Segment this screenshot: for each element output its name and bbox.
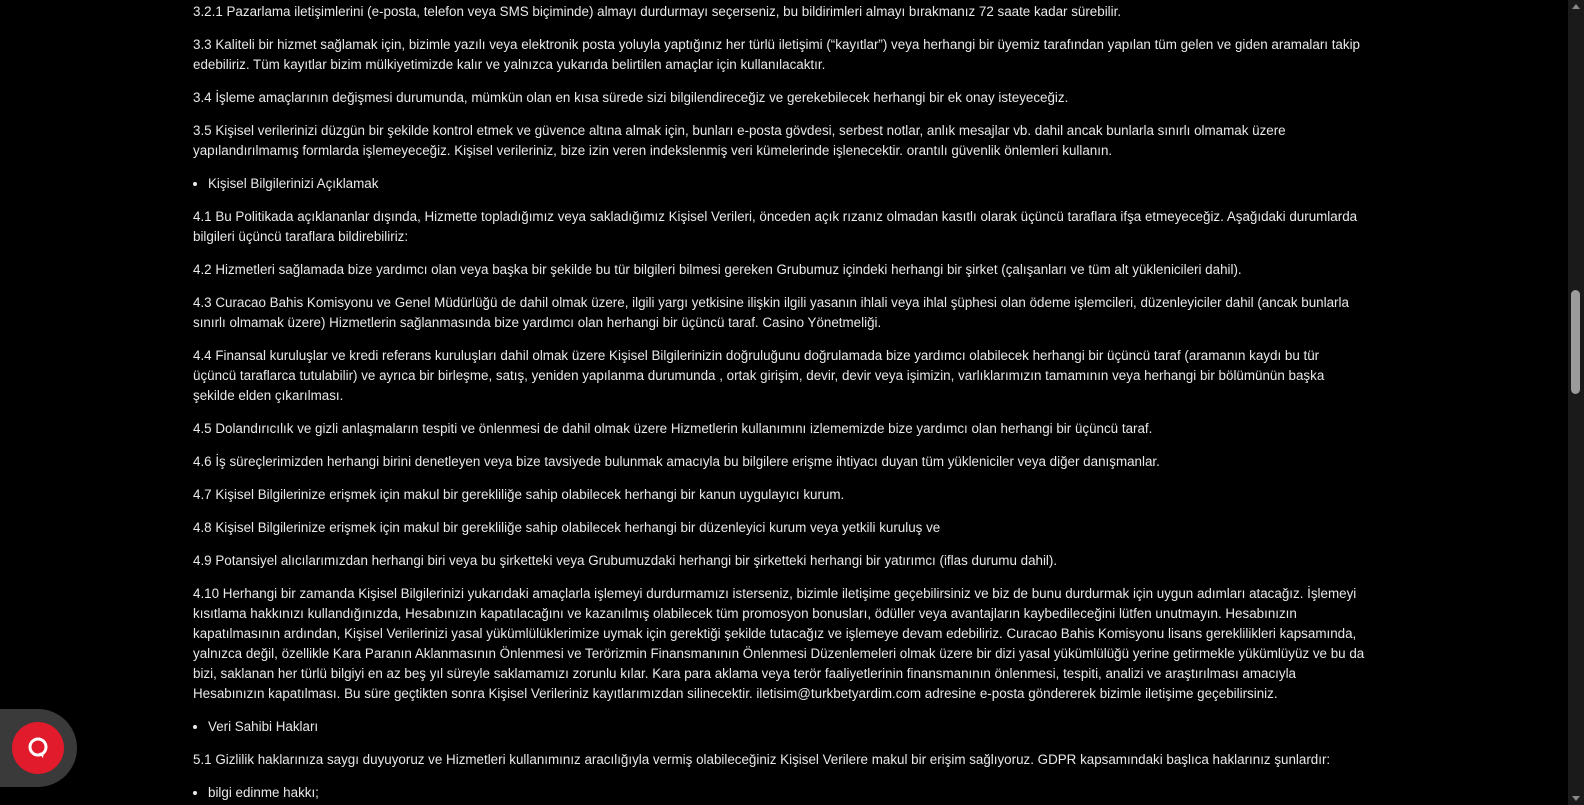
bullet-list-info: [193, 783, 1365, 803]
scrollbar-thumb[interactable]: [1571, 290, 1580, 394]
paragraph-4-10: 4.10 Herhangi bir zamanda Kişisel Bilgilerinizi yukarıdaki amaçlarla işlemeyi durdurmamızı isterseniz, bizimle iletişime geçebilirsiniz ve biz de bunu durdurmak için uygun adımları atacağız. İşlemeyi kısıtlama hakkınızı kullandığınızda, Hesabınızın kapatılacağını ve kazanılmış olabilecek tüm promosyon bonusları, ödüller veya avantajların kaybedileceğini lütfen unutmayın. Hesabınızın kapatılmasının ardından, Kişisel Verilerinizi yasal yükümlülüklerimize uymak için gerektiği şekilde tutacağız ve işlemeye devam edebiliriz. Curacao Bahis Komisyonu lisans gereklilikleri kapsamında, yalnızca değil, özellikle Kara Paranın Aklanmasının Önlenmesi ve Terörizmin Finansmanının Önlenmesi Düzenlemeleri olmak üzere bir dizi yasal yükümlülüğü yerine getirmekle yükümlüyüz ve bu da bizi, saklanan her türlü bilgiyi en az beş yıl süreyle saklamamızı zorunlu kılar. Kara para aklama veya terör faaliyetlerinin finansmanının önlenmesi, tespiti, analizi ve araştırılması amacıyla Hesabınızın kapatılması. Bu süre geçtikten sonra Kişisel Verileriniz kayıtlarımızdan silinecektir. iletisim@turkbetyardim.com adresine e-posta göndererek bizimle iletişime geçebilirsiniz.: [193, 586, 1365, 701]
bullet-rights: • Veri Sahibi Hakları: [208, 717, 1365, 737]
chat-launcher: [0, 709, 77, 787]
chat-bubble-icon: [26, 736, 50, 760]
scroll-up-arrow-icon[interactable]: [1572, 4, 1580, 9]
paragraph-3-3: 3.3 Kaliteli bir hizmet sağlamak için, bizimle yazılı veya elektronik posta yoluyla yaptığınız her türlü iletişimi (“kayıtlar”) veya herhangi bir üyemiz tarafından yapılan tüm gelen ve giden aramaları takip edebiliriz. Tüm kayıtlar bizim mülkiyetimizde kalır ve yalnızca yukarıda belirtilen amaçlar için kullanılacaktır.: [193, 37, 1360, 72]
paragraph-4-5: 4.5 Dolandırıcılık ve gizli anlaşmaların tespiti ve önlenmesi de dahil olmak üzere Hizmetlerin kullanımını izlememizde bize yardımcı olan herhangi bir üçüncü taraf.: [193, 421, 1153, 436]
paragraph-3-2-1: 3.2.1 Pazarlama iletişimlerini (e-posta, telefon veya SMS biçiminde) almayı durdurmayı seçerseniz, bu bildirimleri almayı bırakmanız 72 saate kadar sürebilir.: [193, 4, 1122, 19]
paragraph-4-4: 4.4 Finansal kuruluşlar ve kredi referans kuruluşları dahil olmak üzere Kişisel Bilgilerinizin doğruluğunu doğrulamada bize yardımcı olabilecek herhangi bir üçüncü taraf (aramanın kaydı bu tür üçüncü taraflarca tutulabilir) ve ayrıca bir birleşme, satış, yeniden yapılanma durumunda , ortak girişim, devir, devir veya işimizin, varlıklarımızın tamamının veya herhangi bir bölümünün başka şekilde elden çıkarılması.: [193, 348, 1325, 403]
paragraph-3-5: 3.5 Kişisel verilerinizi düzgün bir şekilde kontrol etmek ve güvence altına almak için, bunları e-posta gövdesi, serbest notlar, anlık mesajlar vb. dahil ancak bunlarla sınırlı olmamak üzere yapılandırılmamış formlarda işlemeyeceğiz. Kişisel verileriniz, bize izin veren indekslenmiş veri kümelerinde işlenecektir. orantılı güvenlik önlemleri kullanın.: [193, 123, 1286, 158]
bullet-info: • bilgi edinme hakkı;: [208, 783, 1365, 803]
bullet-list-rights: [193, 717, 1365, 737]
paragraph-4-1: 4.1 Bu Politikada açıklananlar dışında, Hizmette topladığımız veya sakladığımız Kişisel Verileri, önceden açık rızanız olmadan kasıtlı olarak üçüncü taraflara ifşa etmeyeceğiz. Aşağıdaki durumlarda bilgileri üçüncü taraflara bildirebiliriz:: [193, 209, 1358, 244]
chat-button[interactable]: [12, 722, 64, 774]
bullet-list-disclose: [193, 174, 1365, 194]
paragraph-4-7: 4.7 Kişisel Bilgilerinize erişmek için makul bir gerekliliğe sahip olabilecek herhangi bir kanun uygulayıcı kurum.: [193, 487, 845, 502]
paragraph-4-9: 4.9 Potansiyel alıcılarımızdan herhangi biri veya bu şirketteki veya Grubumuzdaki herhangi bir şirketteki herhangi bir yatırımcı (iflas durumu dahil).: [193, 553, 1058, 568]
vertical-scrollbar[interactable]: [1568, 0, 1584, 805]
paragraph-4-6: 4.6 İş süreçlerimizden herhangi birini denetleyen veya bize tavsiyede bulunmak amacıyla bu bilgilere erişme ihtiyacı duyan tüm yükleniciler veya diğer danışmanlar.: [193, 454, 1160, 469]
bullet-disclose: • Kişisel Bilgilerinizi Açıklamak: [208, 174, 1365, 194]
paragraph-3-4: 3.4 İşleme amaçlarının değişmesi durumunda, mümkün olan en kısa sürede sizi bilgilendireceğiz ve gerekebilecek herhangi bir ek onay isteyeceğiz.: [193, 90, 1069, 105]
paragraph-5-1: 5.1 Gizlilik haklarınıza saygı duyuyoruz ve Hizmetleri kullanımınız aracılığıyla vermiş olabileceğiniz Kişisel Verilere makul bir erişim sağlıyoruz. GDPR kapsamındaki başlıca haklarınız şunlardır:: [193, 752, 1331, 767]
scroll-down-arrow-icon[interactable]: [1572, 796, 1580, 801]
paragraph-4-8: 4.8 Kişisel Bilgilerinize erişmek için makul bir gerekliliğe sahip olabilecek herhangi bir düzenleyici kurum veya yetkili kuruluş ve: [193, 520, 941, 535]
paragraph-4-3: 4.3 Curacao Bahis Komisyonu ve Genel Müdürlüğü de dahil olmak üzere, ilgili yargı yetkisine ilişkin ilgili yasanın ihlali veya ihlal şüphesi olan ödeme işlemcileri, düzenleyiciler dahil (ancak bunlarla sınırlı olmamak üzere) Hizmetlerin sağlanmasında bize yardımcı olan herhangi bir üçüncü taraf. Casino Yönetmeliği.: [193, 295, 1349, 330]
policy-content: [193, 2, 1365, 805]
paragraph-4-2: 4.2 Hizmetleri sağlamada bize yardımcı olan veya başka bir şekilde bu tür bilgileri bilmesi gereken Grubumuz içindeki herhangi bir şirket (çalışanları ve tüm alt yüklenicileri dahil).: [193, 262, 1242, 277]
